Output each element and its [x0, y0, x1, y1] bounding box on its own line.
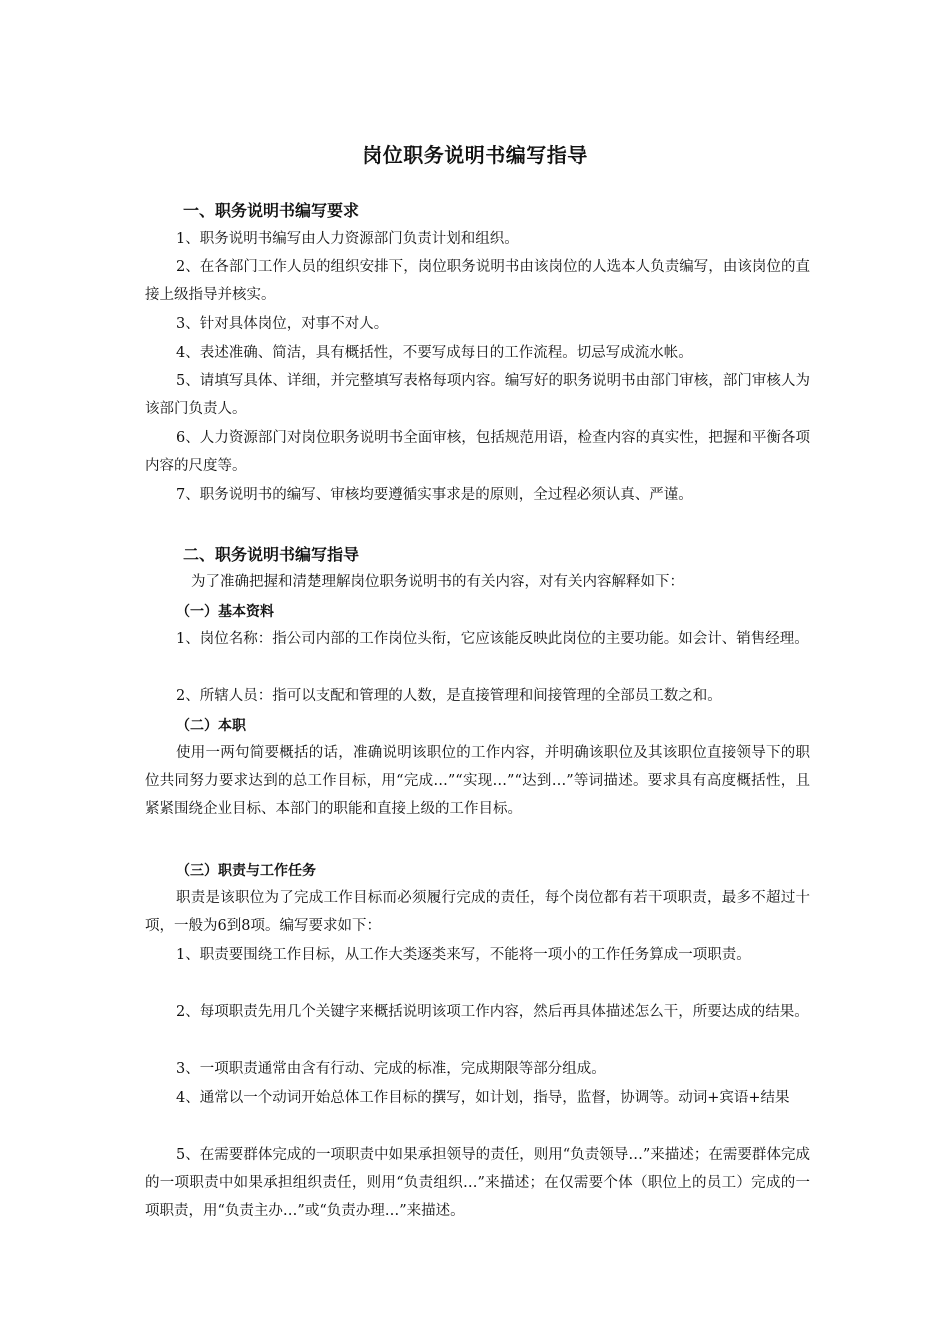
paragraph: 2、所辖人员：指可以支配和管理的人数，是直接管理和间接管理的全部员工数之和。: [176, 688, 722, 704]
paragraph: 4、通常以一个动词开始总体工作目标的撰写，如计划，指导，监督，协调等。动词+宾语+结果: [176, 1090, 790, 1106]
paragraph: 3、针对具体岗位，对事不对人。: [176, 316, 389, 332]
paragraph: 7、职务说明书的编写、审核均要遵循实事求是的原则，全过程必须认真、严谨。: [176, 487, 693, 503]
paragraph: 5、请填写具体、详细，并完整填写表格每项内容。编写好的职务说明书由部门审核，部门审核人为该部门负责人。: [145, 373, 810, 417]
paragraph: 6、人力资源部门对岗位职务说明书全面审核，包括规范用语，检查内容的真实性，把握和平衡各项内容的尺度等。: [145, 430, 810, 474]
paragraph: 1、职务说明书编写由人力资源部门负责计划和组织。: [176, 231, 519, 247]
paragraph: 1、岗位名称：指公司内部的工作岗位头衔，它应该能反映此岗位的主要功能。如会计、销售经理。: [176, 631, 809, 647]
subsection-heading: （三）职责与工作任务: [176, 863, 316, 879]
section2-heading: 二、职务说明书编写指导: [183, 545, 360, 564]
paragraph: 5、在需要群体完成的一项职责中如果承担领导的责任，则用“负责领导…”来描述；在需要群体完成的一项职责中如果承担组织责任，则用“负责组织…”来描述；在仅需要个体（职位上的员工）完成的一项职责，用“负责主办…”或“负责办理…”来描述。: [145, 1147, 810, 1219]
paragraph: 使用一两句简要概括的话，准确说明该职位的工作内容，并明确该职位及其该职位直接领导下的职位共同努力要求达到的总工作目标，用“完成…”“实现…”“达到…”等词描述。要求具有高度概括性，且紧紧围绕企业目标、本部门的职能和直接上级的工作目标。: [145, 745, 810, 817]
section1-heading: 一、职务说明书编写要求: [183, 201, 360, 220]
paragraph: 2、每项职责先用几个关键字来概括说明该项工作内容，然后再具体描述怎么干，所要达成的结果。: [176, 1004, 809, 1020]
paragraph: 4、表述准确、简洁，具有概括性，不要写成每日的工作流程。切忌写成流水帐。: [176, 345, 693, 361]
subsection-heading: （二）本职: [176, 718, 246, 734]
document-title: 岗位职务说明书编写指导: [362, 143, 588, 167]
paragraph: 3、一项职责通常由含有行动、完成的标准，完成期限等部分组成。: [176, 1061, 606, 1077]
paragraph: 2、在各部门工作人员的组织安排下，岗位职务说明书由该岗位的人选本人负责编写，由该岗位的直接上级指导并核实。: [145, 259, 810, 303]
paragraph: 为了准确把握和清楚理解岗位职务说明书的有关内容，对有关内容解释如下：: [191, 574, 684, 590]
paragraph: 职责是该职位为了完成工作目标而必须履行完成的责任，每个岗位都有若干项职责，最多不超过十项，一般为6到8项。编写要求如下：: [145, 890, 810, 934]
subsection-heading: （一）基本资料: [176, 604, 274, 620]
paragraph: 1、职责要围绕工作目标，从工作大类逐类来写，不能将一项小的工作任务算成一项职责。: [176, 947, 751, 963]
